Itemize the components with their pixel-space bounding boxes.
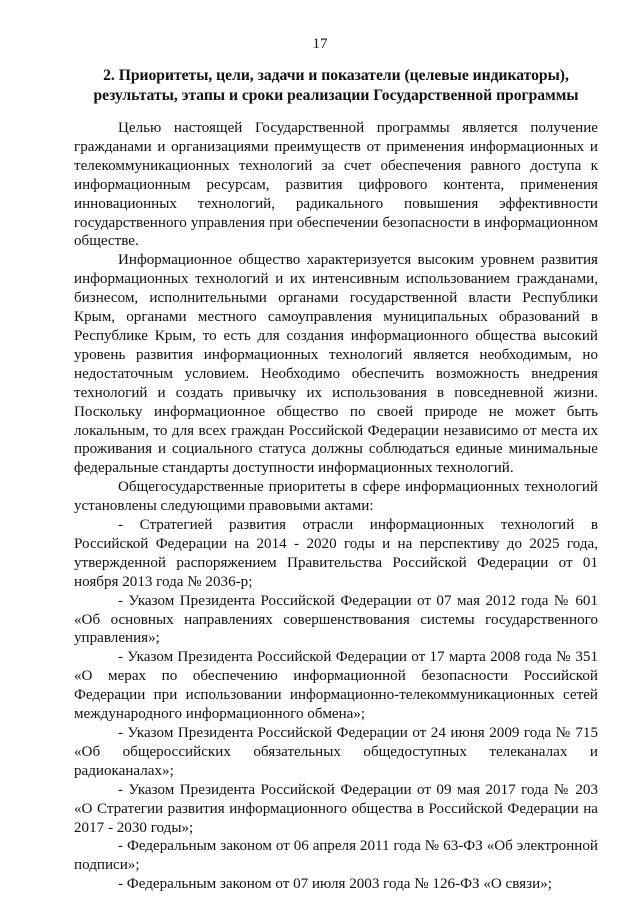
list-item-decree-351: - Указом Президента Российской Федерации от 17 марта 2008 года № 351 «О мерах по обеспечению информационной безопасности Российской Федерации при использовании информационно-телекоммуникационных сетей международного информационного обмена»; bbox=[74, 649, 598, 723]
paragraph-information-society: Информационное общество характеризуется высоким уровнем развития информационных технологий и их интенсивным использованием гражданами, бизнесом, исполнительными органами государственной власти Республики Крым, органами местного самоуправления муниципальных образований в Республике Крым, то есть для создания информационного общества высокий уровень развития информационных технологий является необходимым, но недостаточным условием. Необходимо обеспечить возможность внедрения технологий и создать привычку их использования в повседневной жизни. Поскольку информационное общество по своей природе не может быть локальным, то для всех граждан Российской Федерации независимо от места их проживания и социального статуса должны соблюдаться единые минимальные федеральные стандарты доступности информационных технологий. bbox=[74, 252, 598, 477]
list-item-law-126-fz: - Федеральным законом от 07 июля 2003 года № 126-ФЗ «О связи»; bbox=[118, 876, 552, 893]
list-item-law-63-fz: - Федеральным законом от 06 апреля 2011 года № 63-ФЗ «Об электронной подписи»; bbox=[74, 838, 598, 874]
list-item-it-strategy: - Стратегией развития отрасли информационных технологий в Российской Федерации на 2014 - 2020 годы и на перспективу до 2025 года, утвержденной распоряжением Правительства Российской Федерации от 01 ноября 2013 года № 2036-р; bbox=[74, 517, 598, 590]
list-item-decree-203: - Указом Президента Российской Федерации от 09 мая 2017 года № 203 «О Стратегии развития информационного общества в Российской Федерации на 2017 - 2030 годы»; bbox=[74, 781, 598, 836]
page-number: 17 bbox=[312, 36, 328, 52]
section-heading-line-1: 2. Приоритеты, цели, задачи и показатели (целевые индикаторы), bbox=[103, 67, 569, 84]
section-heading-line-2: результаты, этапы и сроки реализации Государственной программы bbox=[93, 86, 579, 104]
body-text bbox=[74, 119, 598, 894]
list-item-decree-715: - Указом Президента Российской Федерации от 24 июня 2009 года № 715 «Об общероссийских обязательных общедоступных телеканалах и радиоканалах»; bbox=[74, 725, 598, 779]
paragraph-priorities-intro: Общегосударственные приоритеты в сфере информационных технологий установлены следующими правовыми актами: bbox=[74, 479, 598, 515]
section-heading bbox=[74, 66, 598, 105]
paragraph-goal: Целью настоящей Государственной программы является получение гражданами и организациями преимуществ от применения информационных и телекоммуникационных технологий за счет обеспечения равного доступа к информационным ресурсам, развития цифрового контента, применения инновационных технологий, радикального повышения эффективности государственного управления при обеспечении безопасности в информационном обществе. bbox=[74, 120, 598, 250]
list-item-decree-601: - Указом Президента Российской Федерации от 07 мая 2012 года № 601 «Об основных направлениях совершенствования системы государственного управления»; bbox=[74, 592, 598, 647]
